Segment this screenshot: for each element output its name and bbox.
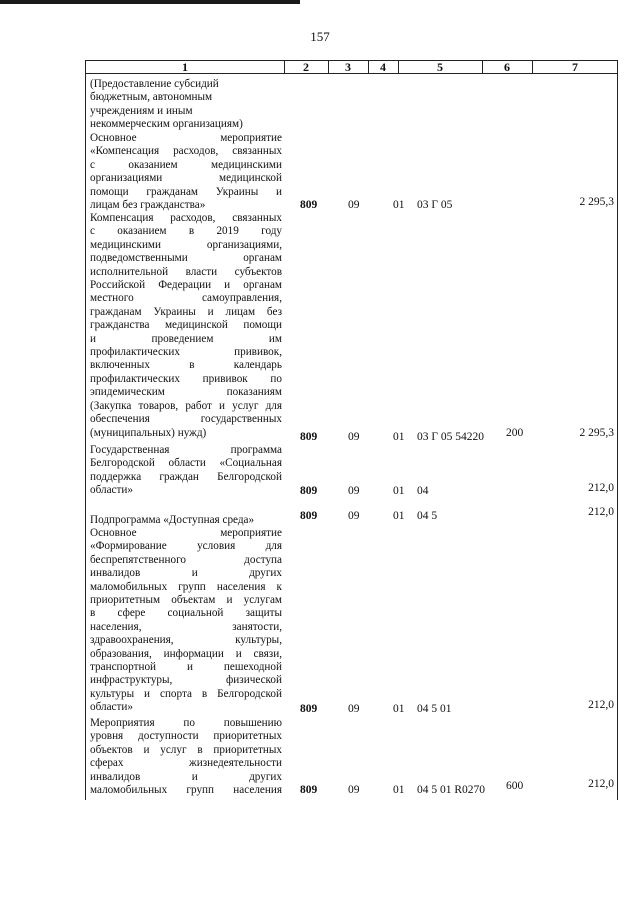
code-subsection: 01: [393, 485, 405, 497]
amount: 212,0: [588, 506, 614, 518]
code-ministry: 809: [300, 703, 318, 715]
code-section: 09: [348, 510, 360, 522]
header-col-7: 7: [572, 60, 578, 74]
code-section: 09: [348, 784, 360, 796]
amount: 212,0: [588, 699, 614, 711]
code-subsection: 01: [393, 703, 405, 715]
code-ministry: 809: [300, 485, 318, 497]
amount: 2 295,3: [579, 427, 614, 439]
header-col-6: 6: [504, 60, 510, 74]
code-section: 09: [348, 485, 360, 497]
scan-edge-mark: [0, 0, 300, 4]
code-subsection: 01: [393, 199, 405, 211]
code-expense-type: 600: [506, 780, 524, 792]
row-description: (Предоставление субсидий бюджетным, автономным учреждениям и иным некоммерческим организациям): [90, 78, 243, 131]
code-section: 09: [348, 703, 360, 715]
code-target: 04 5 01: [417, 703, 452, 715]
code-section: 09: [348, 431, 360, 443]
code-subsection: 01: [393, 784, 405, 796]
amount: 212,0: [588, 482, 614, 494]
code-section: 09: [348, 199, 360, 211]
amount: 212,0: [588, 778, 614, 790]
header-col-5: 5: [437, 60, 443, 74]
code-subsection: 01: [393, 510, 405, 522]
header-col-1: 1: [182, 60, 188, 74]
page-number: 157: [310, 29, 330, 44]
code-expense-type: 200: [506, 427, 524, 439]
code-ministry: 809: [300, 510, 318, 522]
code-ministry: 809: [300, 784, 318, 796]
code-target: 03 Г 05: [417, 199, 453, 211]
row-description: Подпрограмма «Доступная среда»: [90, 514, 255, 526]
code-target: 04: [417, 485, 429, 497]
row-description: Основное мероприятие «Формирование условия для беспрепятственного доступа инвалидов и других маломобильных групп населения к приоритетным объектам и услугам в сфере социальной защиты населения, занятости, здравоохранения, культуры, образования, информации и связи, транспортной и пешеходной инфраструктуры, физической культуры и спорта в Белгородской области»: [90, 527, 282, 714]
row-description: Государственная программа Белгородской области «Социальная поддержка граждан Белгородской области»: [90, 444, 282, 497]
table-header-row: [85, 60, 618, 74]
code-target: 04 5 01 R0270: [417, 784, 486, 796]
header-col-4: 4: [380, 60, 386, 74]
row-description: Компенсация расходов, связанных с оказанием в 2019 году медицинскими организациями, подведомственными органам исполнительной власти субъектов Российской Федерации и органам местного самоуправления, гражданам Украины и лицам без гражданства медицинской помощи и проведением им профилактических прививок, включенных в календарь профилактических прививок по эпидемическим показаниям (Закупка товаров, работ и услуг для обеспечения государственных (муниципальных) нужд): [90, 212, 282, 439]
code-ministry: 809: [300, 431, 318, 443]
row-description: Основное мероприятие «Компенсация расходов, связанных с оказанием медицинскими организациями медицинской помощи гражданам Украины и лицам без гражданства»: [90, 132, 282, 212]
header-col-3: 3: [345, 60, 351, 74]
code-target: 03 Г 05 54220: [417, 431, 485, 443]
code-subsection: 01: [393, 431, 405, 443]
code-target: 04 5: [417, 510, 438, 522]
header-col-2: 2: [303, 60, 309, 74]
amount: 2 295,3: [579, 196, 614, 208]
code-ministry: 809: [300, 199, 318, 211]
row-description: Мероприятия по повышению уровня доступности приоритетных объектов и услуг в приоритетных сферах жизнедеятельности инвалидов и других маломобильных групп населения: [90, 717, 282, 797]
